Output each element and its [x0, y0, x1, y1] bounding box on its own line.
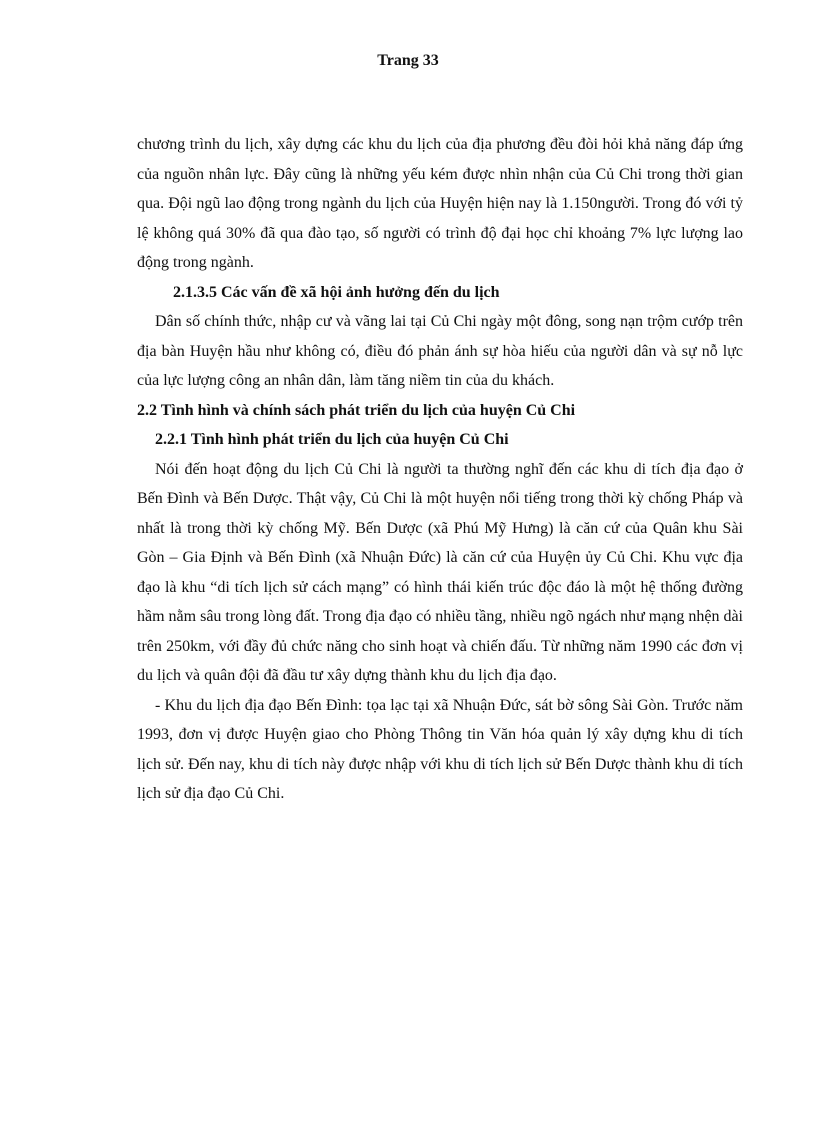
paragraph-population: Dân số chính thức, nhập cư và vãng lai tại Củ Chi ngày một đông, song nạn trộm cướp trên địa bàn Huyện hầu như không có, điều đó phản ánh sự hòa hiếu của người dân và sự nỗ lực của lực lượng công an nhân dân, làm tăng niềm tin của du khách.	[137, 313, 743, 389]
paragraph-workforce: chương trình du lịch, xây dựng các khu du lịch của địa phương đều đòi hỏi khả năng đáp ứng của nguồn nhân lực. Đây cũng là những yếu kém được nhìn nhận của Củ Chi trong thời gian qua. Đội ngũ lao động trong ngành du lịch của Huyện hiện nay là 1.150người. Trong đó với tỷ lệ không quá 30% đã qua đào tạo, số người có trình độ đại học chỉ khoảng 7% lực lượng lao động trong ngành.	[137, 136, 743, 271]
paragraph-ben-dinh: - Khu du lịch địa đạo Bến Đình: tọa lạc tại xã Nhuận Đức, sát bờ sông Sài Gòn. Trước năm 1993, đơn vị được Huyện giao cho Phòng Thông tin Văn hóa quản lý xây dựng khu di tích lịch sử. Đến nay, khu di tích này được nhập với khu di tích lịch sử Bến Dược thành khu di tích lịch sử địa đạo Củ Chi.	[137, 696, 743, 802]
heading-section-2-2: 2.2 Tình hình và chính sách phát triển du lịch của huyện Củ Chi	[137, 401, 576, 419]
heading-social-issues: 2.1.3.5 Các vấn đề xã hội ảnh hưởng đến du lịch	[173, 283, 500, 301]
document-body	[137, 130, 743, 809]
paragraph-tunnels: Nói đến hoạt động du lịch Củ Chi là người ta thường nghĩ đến các khu di tích địa đạo ở Bến Đình và Bến Dược. Thật vậy, Củ Chi là một huyện nổi tiếng trong thời kỳ chống Pháp và nhất là trong thời kỳ chống Mỹ. Bến Dược (xã Phú Mỹ Hưng) là căn cứ của Quân khu Sài Gòn – Gia Định và Bến Đình (xã Nhuận Đức) là căn cứ của Huyện ủy Củ Chi. Khu vực địa đạo là khu “di tích lịch sử cách mạng” có hình thái kiến trúc độc đáo là một hệ thống đường hầm nằm sâu trong lòng đất. Trong địa đạo có nhiều tầng, nhiều ngõ ngách như mạng nhện dài trên 250km, với đầy đủ chức năng cho sinh hoạt và chiến đấu. Từ những năm 1990 các đơn vị du lịch và quân đội đã đầu tư xây dựng thành khu du lịch địa đạo.	[137, 460, 743, 684]
heading-section-2-2-1: 2.2.1 Tình hình phát triển du lịch của huyện Củ Chi	[155, 431, 509, 448]
page-header: Trang 33	[377, 52, 439, 69]
